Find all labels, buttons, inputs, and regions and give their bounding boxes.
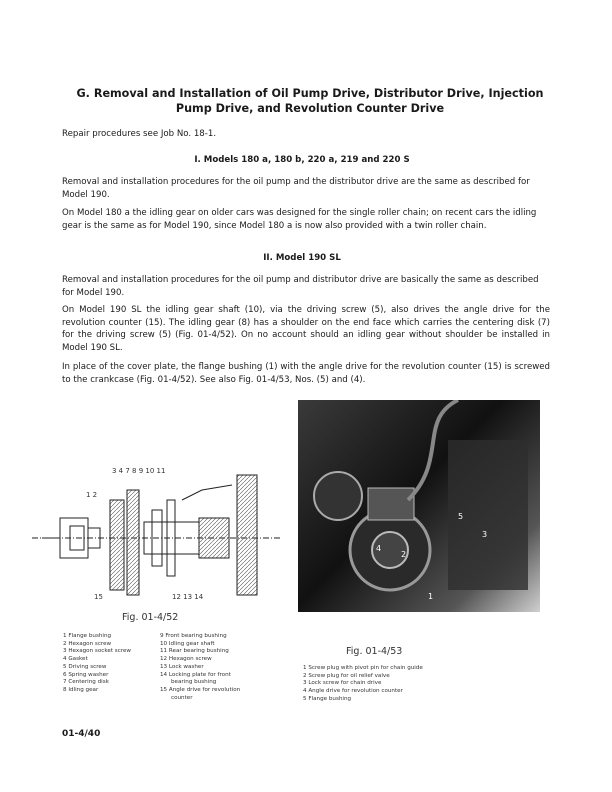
fig52-callouts-bottom: 12 13 14	[172, 593, 204, 601]
legend-item: 5 Driving screw	[63, 663, 107, 670]
fig53-callout-4: 4	[376, 544, 382, 553]
legend-item: 9 Front bearing bushing	[160, 633, 227, 639]
section1-paragraph-1: Removal and installation procedures for the oil pump and the distributor drive are the same as described for Model 190.	[62, 177, 530, 200]
section1-paragraph-2: On Model 180 a the idling gear on older cars was designed for the single roller chain; on recent cars the idling gear is the same as for Model 190, since Model 180 a is now also provided with a twin roller chain.	[62, 208, 537, 231]
section2-paragraph-3: In place of the cover plate, the flange bushing (1) with the angle drive for the revolution counter (15) is screwed to the crankcase (Fig. 01-4/52). See also Fig. 01-4/53, Nos. (5) and (4).	[62, 362, 550, 385]
section2-heading: II. Model 190 SL	[263, 253, 341, 263]
legend-item: 1 Flange bushing	[63, 633, 112, 639]
fig52-callouts-top: 3 4 7 8 9 10 11	[112, 467, 166, 475]
legend-item: 4 Angle drive for revolution counter	[303, 688, 403, 695]
section2-paragraph-1: Removal and installation procedures for the oil pump and distributor drive are basically the same as described for Model 190.	[62, 275, 539, 298]
fig52-callouts-left: 1 2	[86, 491, 98, 499]
fig52-legend-col1	[63, 633, 131, 695]
fig53-callout-2: 2	[401, 550, 407, 559]
figure-01-4-52-drawing	[32, 467, 282, 600]
legend-item: 1 Screw plug with pivot pin for chain guide	[303, 665, 423, 671]
legend-item: bearing bushing	[171, 679, 217, 686]
fig53-callout-3: 3	[482, 530, 488, 539]
legend-item: 5 Flange bushing	[303, 695, 352, 702]
fig53-caption: Fig. 01-4/53	[346, 646, 403, 657]
fig52-caption: Fig. 01-4/52	[122, 612, 179, 623]
figure-01-4-53-photo	[298, 400, 540, 612]
page-title: G. Removal and Installation of Oil Pump Drive, Distributor Drive, Injection Pump Drive, and Revolution Counter Drive	[76, 87, 544, 115]
legend-item: 11 Rear bearing bushing	[160, 648, 229, 655]
legend-item: 10 Idling gear shaft	[160, 640, 215, 647]
fig52-legend-col2	[160, 633, 240, 702]
legend-item: 12 Hexagon screw	[160, 656, 212, 663]
legend-item: 7 Centering disk	[63, 679, 109, 686]
legend-item: 8 Idling gear	[63, 686, 99, 693]
section1-heading: I. Models 180 a, 180 b, 220 a, 219 and 220 S	[194, 155, 410, 165]
section2-paragraph-2: On Model 190 SL the idling gear shaft (10), via the driving screw (5), also drives the angle drive for the revolution counter (15). The idling gear (8) has a shoulder on the end face which carries the centering disk (7) for the driving screw (5) (Fig. 01-4/52). On no account should an idling gear without shoulder be installed in Model 190 SL.	[62, 305, 550, 353]
legend-item: 14 Locking plate for front	[160, 671, 231, 678]
legend-item: 13 Lock washer	[160, 663, 204, 670]
intro-text: Repair procedures see Job No. 18-1.	[62, 129, 217, 139]
legend-item: 6 Spring washer	[63, 671, 109, 678]
legend-item: 4 Gasket	[63, 656, 88, 663]
legend-item: 2 Hexagon screw	[63, 640, 112, 647]
fig53-legend	[303, 665, 423, 704]
legend-item: 3 Hexagon socket screw	[63, 648, 131, 655]
legend-item: 3 Lock screw for chain drive	[303, 680, 382, 687]
legend-item: counter	[171, 694, 193, 701]
page-number: 01-4/40	[62, 729, 101, 739]
legend-item: 2 Screw plug for oil relief valve	[303, 672, 390, 679]
legend-item: 15 Angle drive for revolution	[160, 686, 241, 693]
fig53-callout-1: 1	[428, 592, 434, 601]
fig53-callout-5: 5	[458, 512, 464, 521]
fig52-callout-15: 15	[94, 593, 103, 601]
